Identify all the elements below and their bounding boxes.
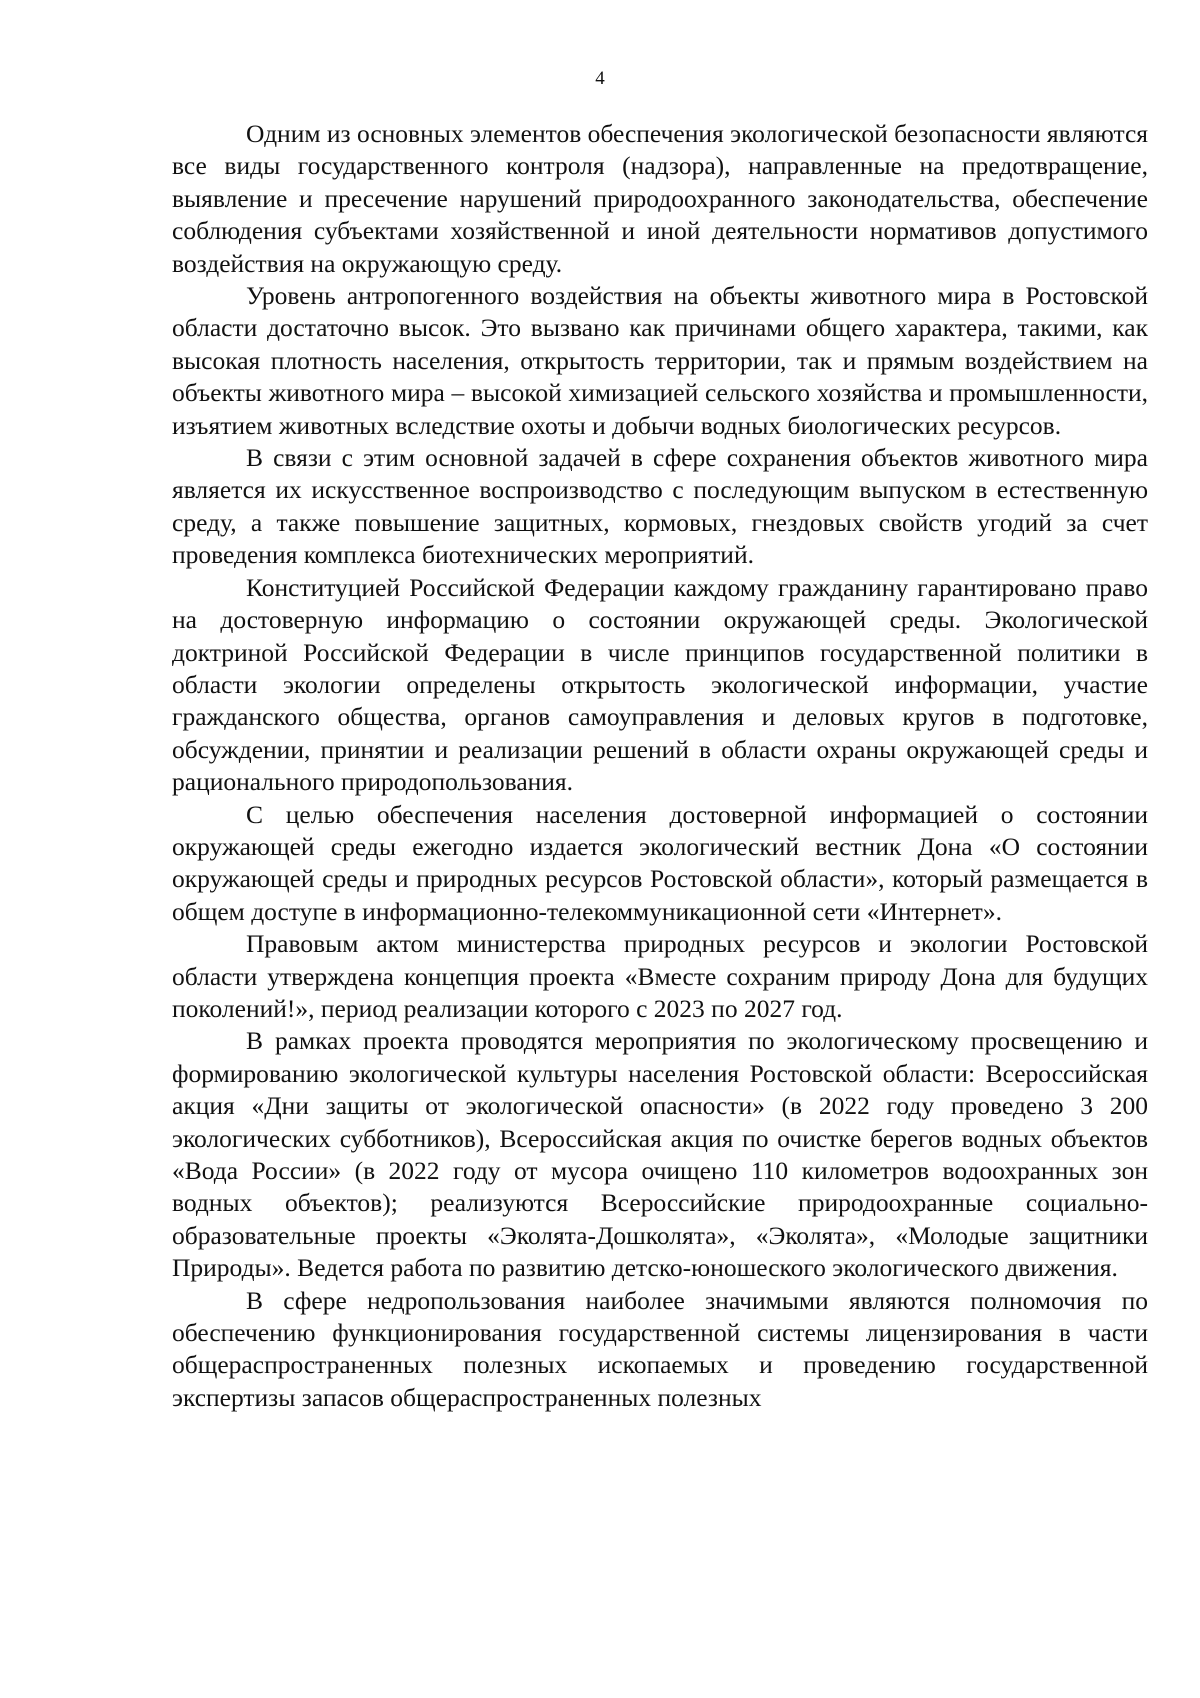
paragraph-subsoil-use: В сфере недропользования наиболее значимыми являются полномочия по обеспечению функционирования государственной системы лицензирования в части общераспространенных полезных ископаемых и проведению государственной экспертизы запасов общераспространенных полезных	[172, 1285, 1148, 1412]
paragraph-ecological-bulletin: С целью обеспечения населения достоверной информацией о состоянии окружающей среды ежегодно издается экологический вестник Дона «О состоянии окружающей среды и природных ресурсов Ростовской области», который размещается в общем доступе в информационно-телекоммуникационной сети «Интернет».	[172, 799, 1148, 926]
paragraph-environmental-control: Одним из основных элементов обеспечения экологической безопасности являются все виды государственного контроля (надзора), направленные на предотвращение, выявление и пресечение нарушений природоохранного законодательства, обеспечение соблюдения субъектами хозяйственной и иной деятельности нормативов допустимого воздействия на окружающую среду.	[172, 119, 1148, 278]
page-number: 4	[595, 68, 605, 89]
paragraph-project-concept: Правовым актом министерства природных ресурсов и экологии Ростовской области утверждена концепция проекта «Вместе сохраним природу Дона для будущих поколений!», период реализации которого с 2023 по 2027 год.	[172, 929, 1148, 1023]
paragraph-environmental-information: Конституцией Российской Федерации каждому гражданину гарантировано право на достоверную информацию о состоянии окружающей среды. Экологической доктриной Российской Федерации в числе принципов государственной политики в области экологии определены открытость экологической информации, участие гражданского общества, органов самоуправления и деловых кругов в подготовке, обсуждении, принятии и реализации решений в области охраны окружающей среды и рационального природопользования.	[172, 572, 1148, 797]
document-body	[172, 118, 1148, 1414]
paragraph-wildlife-reproduction: В связи с этим основной задачей в сфере сохранения объектов животного мира является их искусственное воспроизводство с последующим выпуском в естественную среду, а также повышение защитных, кормовых, гнездовых свойств угодий за счет проведения комплекса биотехнических мероприятий.	[172, 443, 1148, 570]
paragraph-anthropogenic-impact: Уровень антропогенного воздействия на объекты животного мира в Ростовской области достаточно высок. Это вызвано как причинами общего характера, такими, как высокая плотность населения, открытость территории, так и прямым воздействием на объекты животного мира – высокой химизацией сельского хозяйства и промышленности, изъятием животных вследствие охоты и добычи водных биологических ресурсов.	[172, 281, 1148, 440]
paragraph-ecological-education: В рамках проекта проводятся мероприятия по экологическому просвещению и формированию экологической культуры населения Ростовской области: Всероссийская акция «Дни защиты от экологической опасности» (в 2022 году проведено 3 200 экологических субботников), Всероссийская акция по очистке берегов водных объектов «Вода России» (в 2022 году от мусора очищено 110 километров водоохранных зон водных объектов); реализуются Всероссийские природоохранные социально-образовательные проекты «Эколята-Дошколята», «Эколята», «Молодые защитники Природы». Ведется работа по развитию детско-юношеского экологического движения.	[172, 1026, 1148, 1283]
